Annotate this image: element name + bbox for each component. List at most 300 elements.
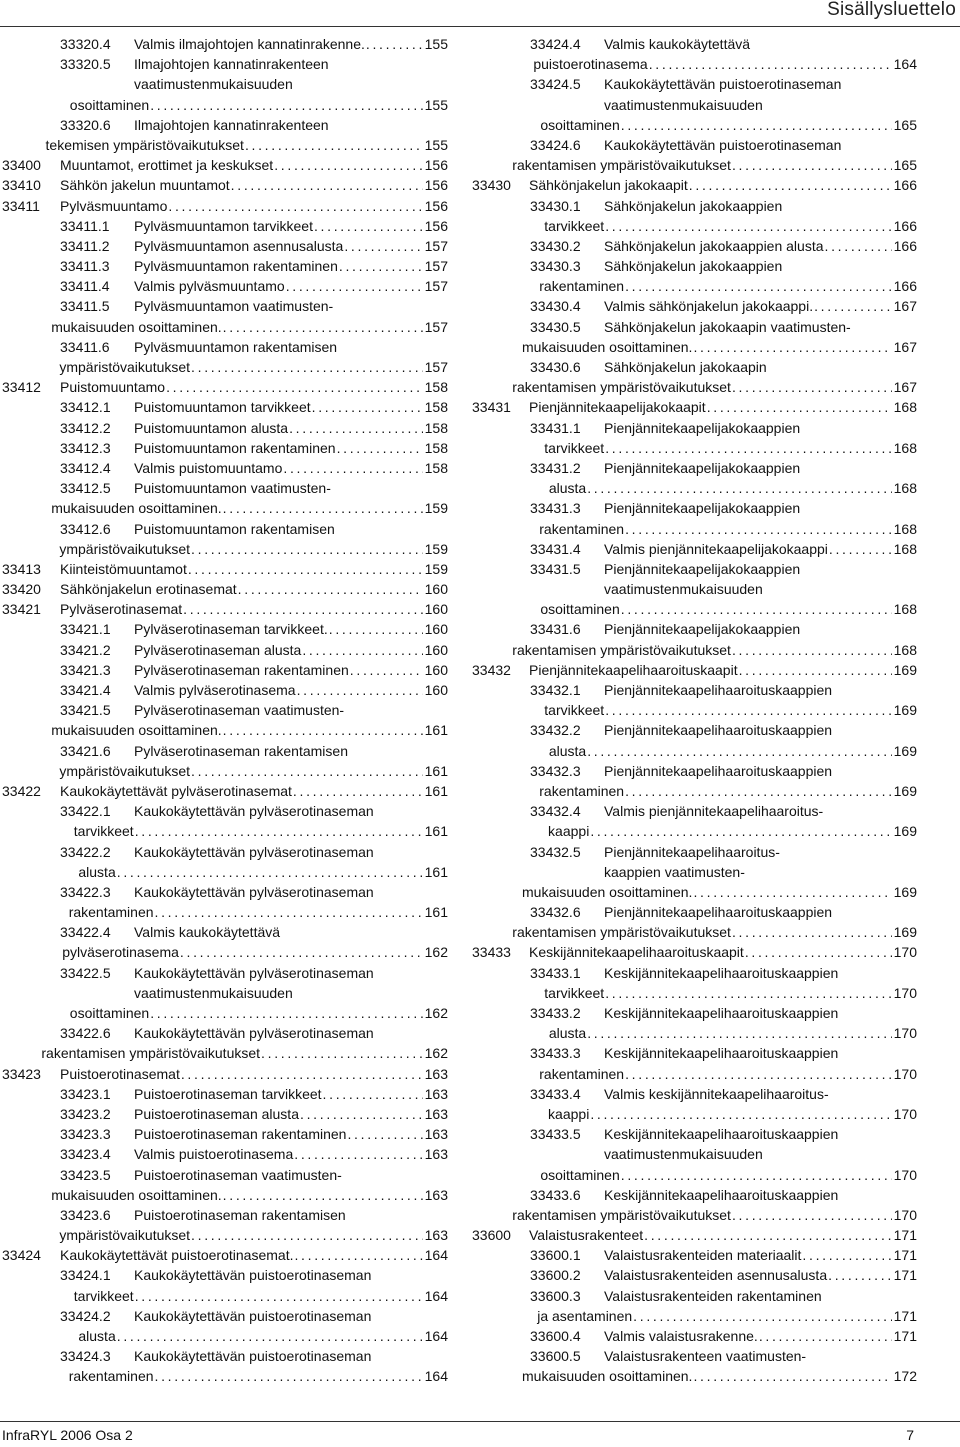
dot-leader (692, 882, 891, 902)
toc-entry-line (0, 115, 448, 135)
toc-entry-text: mukaisuuden osoittaminen. (51, 318, 222, 335)
toc-entry[interactable] (0, 963, 448, 1024)
toc-entry-text: osoittaminen (69, 1005, 150, 1021)
toc-entry[interactable] (472, 74, 917, 135)
toc-entry-text: mukaisuuden osoittaminen. (51, 722, 222, 739)
toc-entry-line (472, 1346, 917, 1366)
toc-entry-page: 163 (424, 1065, 448, 1082)
toc-entry[interactable] (472, 1185, 917, 1225)
dot-leader (190, 1225, 423, 1245)
toc-entry[interactable] (0, 1165, 448, 1205)
toc-entry[interactable] (0, 741, 448, 781)
toc-entry-line (0, 761, 448, 781)
toc-entry[interactable] (0, 478, 448, 518)
toc-entry[interactable] (0, 1245, 448, 1265)
dot-leader (620, 1165, 892, 1185)
toc-entry[interactable] (0, 579, 448, 599)
toc-entry[interactable] (0, 418, 448, 438)
toc-entry-text: Valmis pienjännitekaapelijakokaappi (604, 540, 828, 557)
toc-entry-text: Kaukokäytettävän puistoerotinaseman (604, 136, 842, 153)
toc-entry-page: 157 (424, 318, 448, 335)
toc-entry-text: Pylväserotinaseman tarvikkeet. (134, 621, 328, 638)
dot-leader (692, 1366, 891, 1386)
toc-entry-number: 33320.5 (60, 56, 111, 73)
toc-entry-text: tarvikkeet (544, 984, 605, 1001)
toc-entry[interactable] (0, 842, 448, 882)
toc-entry-line (0, 680, 448, 700)
toc-entry-line (0, 418, 448, 438)
toc-entry-line (0, 741, 448, 761)
toc-entry-text: Valmis sähkönjakelun jakokaappi. (604, 298, 814, 315)
toc-entry-text: kaappi (548, 1105, 590, 1122)
toc-entry[interactable] (472, 357, 917, 397)
toc-entry-line (472, 619, 917, 639)
dot-leader (632, 1306, 891, 1326)
toc-entry[interactable] (0, 1306, 448, 1346)
toc-entry-page: 168 (893, 601, 917, 618)
dot-leader (801, 1245, 891, 1265)
toc-entry[interactable] (472, 418, 917, 458)
toc-entry[interactable] (0, 236, 448, 256)
toc-entry-number: 33431.6 (530, 621, 581, 638)
toc-entry[interactable] (472, 498, 917, 538)
toc-entry[interactable] (0, 640, 448, 660)
toc-entry[interactable] (0, 922, 448, 962)
toc-entry-line (472, 458, 917, 478)
toc-entry-text: tarvikkeet (73, 823, 134, 840)
toc-entry-page: 157 (424, 278, 448, 295)
toc-entry-number: 33412.2 (60, 419, 111, 436)
dot-leader (293, 1245, 422, 1265)
dot-leader (179, 942, 423, 962)
toc-entry-line (0, 1023, 448, 1043)
toc-entry-number: 33424.1 (60, 1267, 111, 1284)
toc-entry[interactable] (472, 842, 917, 903)
toc-entry[interactable] (0, 559, 448, 579)
toc-entry-text: tarvikkeet (544, 217, 605, 234)
toc-entry-line (0, 1326, 448, 1346)
toc-entry-line (472, 296, 917, 316)
toc-entry-line (0, 882, 448, 902)
toc-entry-text: Keskijännitekaapelihaaroituskaappien (604, 1126, 839, 1143)
toc-entry-text: vaatimustenmukaisuuden (134, 76, 293, 93)
toc-entry-text: tarvikkeet (544, 702, 605, 719)
toc-entry-page: 159 (424, 500, 448, 517)
dot-leader (299, 1104, 423, 1124)
toc-entry[interactable] (0, 1124, 448, 1144)
toc-entry-line (0, 1043, 448, 1063)
toc-entry-page: 168 (893, 399, 917, 416)
dot-leader (313, 216, 423, 236)
toc-entry-text: Kaukokäytettävän puistoerotinaseman (604, 76, 842, 93)
toc-entry-text: ympäristövaikutukset (59, 762, 191, 779)
toc-entry[interactable] (0, 700, 448, 740)
dot-leader (180, 1064, 423, 1084)
dot-leader (624, 781, 892, 801)
toc-entry-text: Pienjännitekaapelijakokaappien (604, 459, 801, 476)
toc-entry-number: 33432.4 (530, 803, 581, 820)
toc-entry[interactable] (0, 660, 448, 680)
toc-entry-text: rakentamisen ympäristövaikutukset (512, 641, 731, 658)
toc-entry[interactable] (0, 175, 448, 195)
toc-entry-page: 164 (893, 56, 917, 73)
toc-entry-number: 33412.1 (60, 399, 111, 416)
toc-entry-line (472, 216, 917, 236)
toc-entry-line (0, 963, 448, 983)
toc-entry-number: 33430.3 (530, 258, 581, 275)
toc-entry[interactable] (472, 1003, 917, 1043)
toc-entry-text: ympäristövaikutukset (59, 540, 191, 557)
dot-leader (190, 761, 423, 781)
toc-entry-text: osoittaminen (69, 96, 150, 113)
toc-entry-page: 169 (893, 924, 917, 941)
toc-entry-number: 33433.3 (530, 1045, 581, 1062)
toc-entry-page: 169 (893, 661, 917, 678)
toc-entry-text: Valmis ilmajohtojen kannatinrakenne. (134, 36, 365, 52)
toc-entry[interactable] (472, 963, 917, 1003)
toc-entry-page: 168 (893, 439, 917, 456)
toc-entry[interactable] (472, 761, 917, 801)
dot-leader (222, 720, 423, 740)
toc-entry[interactable] (0, 196, 448, 216)
toc-entry[interactable] (0, 1023, 448, 1063)
toc-entry[interactable] (0, 801, 448, 841)
toc-entry-line (0, 1205, 448, 1225)
toc-entry-number: 33412.4 (60, 459, 111, 476)
toc-entry[interactable] (0, 1144, 448, 1164)
toc-entry-line (0, 922, 448, 942)
toc-entry-line (472, 175, 917, 195)
dot-leader (301, 640, 422, 660)
toc-entry-text: rakentamisen ympäristövaikutukset (512, 924, 731, 941)
toc-entry-page: 168 (893, 480, 917, 497)
toc-entry-text: Kiinteistömuuntamot (60, 560, 187, 577)
toc-entry-text: rakentaminen (68, 904, 154, 921)
dot-leader (731, 377, 892, 397)
toc-entry[interactable] (472, 680, 917, 720)
dot-leader (134, 1286, 423, 1306)
toc-entry[interactable] (472, 619, 917, 659)
toc-entry[interactable] (0, 216, 448, 236)
dot-leader (731, 1205, 892, 1225)
toc-entry-number: 33433.5 (530, 1126, 581, 1143)
toc-entry-number: 33423.6 (60, 1206, 111, 1223)
toc-entry-line (472, 34, 917, 54)
toc-entry-number: 33421.2 (60, 641, 111, 658)
toc-entry-text: ympäristövaikutukset (59, 1227, 191, 1244)
dot-leader (165, 377, 423, 397)
toc-entry-number: 33411.4 (60, 278, 110, 295)
dot-leader (336, 438, 423, 458)
toc-entry[interactable] (472, 1225, 917, 1245)
toc-entry[interactable] (0, 397, 448, 417)
toc-entry-page: 160 (424, 621, 448, 638)
toc-entry-text: Pylväserotinasemat (60, 601, 183, 618)
dot-leader (149, 1003, 422, 1023)
dot-leader (338, 256, 423, 276)
toc-entry-text: Kaukokäytettävän pylväserotinaseman (134, 1025, 374, 1042)
toc-entry-line (472, 902, 917, 922)
toc-entry-line (0, 337, 448, 357)
toc-entry-line (472, 1185, 917, 1205)
toc-entry[interactable] (0, 54, 448, 115)
toc-entry-line (472, 942, 917, 962)
toc-entry[interactable] (0, 458, 448, 478)
toc-entry[interactable] (0, 155, 448, 175)
toc-entry-line (472, 660, 917, 680)
toc-entry[interactable] (472, 1043, 917, 1083)
toc-entry-text: Valmis kaukokäytettävä (134, 924, 281, 941)
toc-entry-text: kaappi (548, 823, 590, 840)
toc-entry-text: Kaukokäytettävät puistoerotinasemat. (60, 1247, 294, 1264)
toc-entry[interactable] (0, 256, 448, 276)
dot-leader (604, 700, 891, 720)
toc-entry[interactable] (472, 720, 917, 760)
toc-entry[interactable] (472, 175, 917, 195)
toc-entry-line (472, 1265, 917, 1285)
toc-entry-text: Kaukokäytettävän puistoerotinaseman (134, 1307, 372, 1324)
toc-entry-page: 166 (893, 177, 917, 194)
toc-entry-number: 33421.5 (60, 702, 111, 719)
dot-leader (624, 519, 892, 539)
toc-entry-line (0, 660, 448, 680)
toc-entry[interactable] (0, 276, 448, 296)
toc-entry-line (472, 1003, 917, 1023)
toc-entry-page: 167 (893, 338, 917, 355)
toc-entry-number: 33423.2 (60, 1105, 111, 1122)
toc-entry-line (0, 1225, 448, 1245)
toc-column-left (0, 34, 448, 1387)
toc-entry-text: Puistomuuntamon tarvikkeet (134, 399, 311, 416)
toc-entry[interactable] (0, 619, 448, 639)
toc-entry[interactable] (0, 34, 448, 54)
toc-entry-text: vaatimustenmukaisuuden (604, 96, 763, 113)
toc-entry-text: Pylväserotinaseman vaatimusten- (134, 702, 345, 719)
toc-entry[interactable] (0, 680, 448, 700)
toc-entry-page: 157 (424, 359, 448, 375)
toc-entry-number: 33424.3 (60, 1348, 111, 1365)
toc-entry[interactable] (0, 519, 448, 559)
toc-entry[interactable] (0, 599, 448, 619)
toc-entry[interactable] (0, 1205, 448, 1245)
toc-entry-line (472, 720, 917, 740)
toc-entry[interactable] (472, 559, 917, 620)
toc-entry[interactable] (0, 337, 448, 377)
toc-entry-text: Kaukokäytettävän pylväserotinaseman (134, 843, 374, 860)
dot-leader (604, 216, 891, 236)
toc-entry[interactable] (472, 296, 917, 316)
toc-entry-page: 165 (893, 157, 917, 174)
dot-leader (154, 1366, 423, 1386)
toc-entry-line (0, 34, 448, 54)
toc-entry-number: 33600.4 (530, 1328, 581, 1344)
toc-entry-line (472, 1165, 917, 1185)
toc-entry-line (472, 599, 917, 619)
toc-entry-number: 33433.4 (530, 1085, 581, 1102)
toc-entry-line (0, 458, 448, 478)
toc-entry-text: Sähkönjakelun jakokaappien alusta (604, 237, 824, 254)
toc-entry[interactable] (472, 135, 917, 175)
toc-entry[interactable] (0, 781, 448, 801)
toc-entry-text: pylväserotinasema (62, 944, 179, 961)
toc-entry[interactable] (472, 539, 917, 559)
toc-entry-line (472, 95, 917, 115)
dot-leader (167, 196, 422, 216)
toc-entry[interactable] (472, 1346, 917, 1386)
toc-entry-text: Valmis pylväserotinasema (134, 682, 296, 698)
toc-entry-page: 160 (424, 682, 448, 698)
toc-entry-line (472, 1326, 917, 1346)
toc-entry[interactable] (472, 1286, 917, 1326)
toc-entry-number: 33432.1 (530, 682, 581, 698)
toc-entry-line (472, 438, 917, 458)
toc-entry[interactable] (472, 1326, 917, 1346)
dot-leader (827, 1265, 892, 1285)
toc-entry-page: 162 (424, 1005, 448, 1021)
toc-entry-line (472, 1064, 917, 1084)
toc-entry-text: Pienjännitekaapelihaaroituskaapit (529, 661, 738, 678)
dot-leader (589, 1104, 891, 1124)
dot-leader (311, 397, 423, 417)
toc-entry-text: rakentamisen ympäristövaikutukset (512, 1206, 731, 1223)
toc-entry[interactable] (472, 1265, 917, 1285)
toc-entry[interactable] (472, 942, 917, 962)
toc-entry[interactable] (0, 1265, 448, 1305)
toc-entry-text: Pylväserotinaseman rakentaminen (134, 661, 349, 678)
toc-entry-line (0, 377, 448, 397)
toc-entry[interactable] (0, 1104, 448, 1124)
toc-entry-number: 33431.3 (530, 500, 581, 517)
toc-entry[interactable] (0, 1084, 448, 1104)
dot-leader (230, 175, 423, 195)
toc-entry-line (0, 1144, 448, 1164)
toc-entry-line (472, 155, 917, 175)
toc-entry-text: Sähkönjakelun jakokaappien (604, 197, 783, 214)
toc-entry-text: Keskijännitekaapelihaaroituskaappien (604, 1005, 839, 1021)
dot-leader (604, 438, 891, 458)
toc-entry[interactable] (472, 397, 917, 417)
toc-entry-page: 161 (424, 762, 448, 779)
toc-entry[interactable] (0, 882, 448, 922)
toc-entry-text: Valaistusrakenteen vaatimusten- (604, 1348, 807, 1365)
toc-entry-page: 169 (893, 742, 917, 759)
toc-entry[interactable] (0, 438, 448, 458)
toc-entry-text: rakentamisen ympäristövaikutukset (512, 157, 731, 174)
toc-column-right (472, 34, 917, 1387)
toc-entry-text: Sähkön jakelun muuntamot (60, 177, 230, 194)
toc-entry-line (0, 135, 448, 155)
toc-entry[interactable] (472, 801, 917, 841)
dot-leader (260, 1043, 423, 1063)
toc-entry-number: 33421 (2, 601, 41, 618)
toc-entry-page: 168 (893, 540, 917, 557)
toc-entry-line (0, 478, 448, 498)
toc-entry[interactable] (472, 1245, 917, 1265)
toc-entry-line (472, 983, 917, 1003)
toc-entry-number: 33422 (2, 782, 41, 799)
toc-entry-page: 171 (893, 1227, 917, 1244)
toc-entry[interactable] (472, 317, 917, 357)
toc-entry-page: 170 (893, 1206, 917, 1223)
dot-leader (589, 821, 891, 841)
toc-entry-text: puistoerotinasema (533, 56, 648, 73)
toc-entry-page: 160 (424, 601, 448, 618)
toc-entry-line (0, 579, 448, 599)
toc-entry-page: 169 (893, 883, 917, 900)
toc-entry-text: vaatimustenmukaisuuden (604, 581, 763, 598)
toc-entry[interactable] (0, 1064, 448, 1084)
toc-entry-page: 162 (424, 1045, 448, 1062)
toc-entry[interactable] (0, 1346, 448, 1386)
toc-entry-number: 33424 (2, 1247, 41, 1264)
toc-entry-line (0, 1306, 448, 1326)
toc-entry[interactable] (472, 1084, 917, 1124)
toc-entry-text: Pienjännitekaapelijakokaapit (529, 399, 706, 416)
toc-entry[interactable] (472, 660, 917, 680)
toc-entry-text: Pienjännitekaapelijakokaappien (604, 419, 801, 436)
toc-entry[interactable] (472, 902, 917, 942)
toc-entry-number: 33600.1 (530, 1247, 581, 1264)
toc-entry-line (472, 640, 917, 660)
toc-entry-line (0, 559, 448, 579)
toc-entry[interactable] (472, 34, 917, 74)
toc-entry-line (0, 276, 448, 296)
dot-leader (706, 397, 892, 417)
toc-entry-number: 33431.4 (530, 540, 581, 557)
toc-entry-line (0, 1366, 448, 1386)
toc-entry[interactable] (0, 377, 448, 397)
dot-leader (586, 478, 891, 498)
toc-entry-text: rakentaminen (539, 278, 625, 295)
toc-entry-page: 171 (893, 1307, 917, 1324)
dot-leader (828, 539, 892, 559)
toc-entry-text: rakentamisen ympäristövaikutukset (41, 1045, 261, 1062)
toc-entry-line (0, 397, 448, 417)
toc-entry-line (472, 397, 917, 417)
dot-leader (648, 54, 892, 74)
toc-entry[interactable] (472, 196, 917, 236)
toc-entry-text: Pienjännitekaapelihaaroituskaappien (604, 904, 833, 921)
toc-entry-number: 33412.5 (60, 480, 111, 497)
toc-entry-text: Sähkönjakelun jakokaappien (604, 258, 783, 275)
toc-entry[interactable] (0, 296, 448, 336)
toc-entry-line (0, 54, 448, 74)
toc-entry[interactable] (472, 1124, 917, 1185)
toc-entry-text: alusta (548, 480, 587, 497)
toc-entry-text: Sähkönjakelun jakokaapit (529, 177, 688, 194)
toc-entry-text: Pylväserotinaseman alusta (134, 641, 302, 658)
toc-entry[interactable] (472, 236, 917, 256)
toc-entry-text: tarvikkeet (544, 439, 605, 456)
toc-entry[interactable] (472, 458, 917, 498)
toc-entry-line (0, 196, 448, 216)
toc-entry-text: Pienjännitekaapelihaaroituskaappien (604, 762, 833, 779)
toc-entry-text: Pylväsmuuntamo (60, 197, 168, 214)
dot-leader (154, 902, 423, 922)
toc-entry-line (0, 821, 448, 841)
dot-leader (222, 1185, 423, 1205)
dot-leader (824, 236, 892, 256)
toc-entry-line (0, 983, 448, 1003)
toc-entry-text: Pienjännitekaapelijakokaappien (604, 500, 801, 517)
toc-entry[interactable] (472, 256, 917, 296)
toc-entry-line (0, 1346, 448, 1366)
toc-entry-text: Ilmajohtojen kannatinrakenteen (134, 56, 329, 73)
toc-entry-line (0, 74, 448, 94)
toc-entry-text: osoittaminen (540, 116, 620, 133)
toc-entry-number: 33411.2 (60, 237, 110, 254)
toc-entry[interactable] (0, 115, 448, 155)
